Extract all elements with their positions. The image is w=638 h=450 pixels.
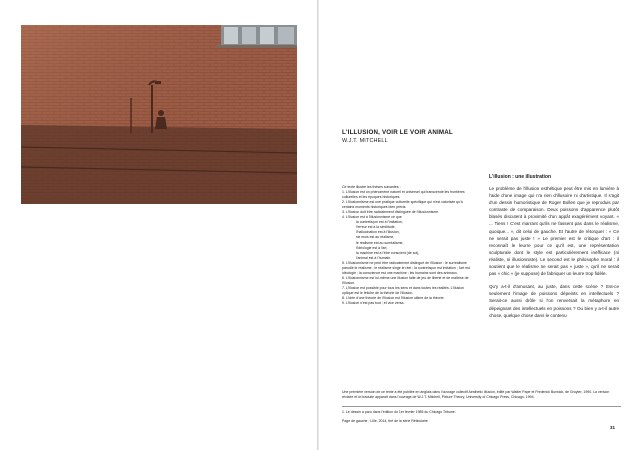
left-page xyxy=(0,0,318,450)
photo-caption: Page de gauche : Lille, 2014, tiré de la série Réticulaire xyxy=(342,419,428,423)
article-author: W.J.T. MITCHELL xyxy=(342,138,388,144)
thesis-item: 6. L'illusionnisme est lui-même une illusion faite de jeu de liberté et de maîtrise de l'illusion. xyxy=(342,275,469,285)
theses-list xyxy=(342,190,474,306)
thesis-item: 7. L'illusion est possible pour tous les sens et dans toutes les réalités. L'illusion optique est le fétiche de la théorie de l'illusion. xyxy=(342,285,464,295)
theses-intro: Ce texte illustre les thèses suivantes : xyxy=(342,185,401,189)
source-note-text: Une première version de ce texte a été publiée en anglais dans l'ouvrage collectif Aesthetic Illusion, édité par Walter Pape et Frederick Burwick, de Gruyter, 1990. La version révisée et ici traduite apparaît dans l'ouvrage de W.J.T. Mitchell, Picture Theory, University of Chicago Press, Chicago, 1994. xyxy=(342,390,610,399)
thesis-item: 9. L'illusion n'est pas tout ; et vice versa. xyxy=(342,301,405,306)
thesis-sub-item: la contrefaçon est à l'imitation, xyxy=(356,220,403,225)
body-column xyxy=(489,174,619,325)
thesis-item: 5. L'illusionnisme ne peut être radicalement distingué de l'illusion : le surréalisme parodie le réalisme ; le réalisme singe le réel ; la contrefaçon est imitation ; l'art est idéologie ; la conscience est une machine ; les humains sont des animaux. xyxy=(342,260,470,275)
thesis-sub-item: la machine est à l'être conscient (de soi), xyxy=(356,250,420,255)
right-page xyxy=(319,0,638,450)
footnote-divider xyxy=(342,406,621,407)
thesis-sub-item: l'animal est à l'humain. xyxy=(356,255,392,260)
thesis-item: 2. L'illusionnisme est une pratique culturelle spécifique qui n'est valorisée qu'à certains moments historiques bien précis. xyxy=(342,200,463,210)
footnote-1: 1. Le dessin a paru dans l'édition du 1er février 1985 du Chicago Tribune. xyxy=(342,410,456,414)
thesis-item xyxy=(342,215,474,260)
thesis-sub-item: l'idéologie est à l'art, xyxy=(356,245,388,250)
thesis-sub-item: le réalisme est au surréalisme, xyxy=(356,240,404,245)
source-note xyxy=(342,390,621,400)
article-title: L'ILLUSION, VOIR LE VOIR ANIMAL xyxy=(342,129,453,136)
thesis-sub-item: l'erreur est à la similitude, xyxy=(356,225,396,230)
thesis-sub-list xyxy=(342,220,474,260)
section-heading: L'illusion : une illustration xyxy=(489,174,552,180)
thesis-item-4-intro: 4. L'illusion est à l'illusionnisme ce que xyxy=(342,215,402,220)
thesis-item: 8. L'idée d'une théorie de l'illusion est l'illusion ultime de la théorie. xyxy=(342,296,445,301)
thesis-sub-item: l'hallucination est à l'illusion, xyxy=(356,230,400,235)
thesis-item: 3. L'illusion doit être radicalement distinguée de l'illusionnisme. xyxy=(342,210,440,215)
thesis-item: 1. L'illusion est un phénomène naturel et universel qui transcende les frontières culturelles et les époques historiques. xyxy=(342,190,465,200)
page-number: 31 xyxy=(610,425,616,430)
theses-column xyxy=(342,185,474,306)
body-paragraph: Le problème de l'illusion esthétique peut être mis en lumière à l'aide d'une image qui n'a rien d'illusoire ni d'artistique. Il s'agit d'un dessin humoristique de Roger Bollen que je reproduis par contraste de comparaison. Deux poissons d'apparence plutôt blasés discutent à proximité d'un appât exagérément voyant. « ... Tiens ! C'est marrant qu'ils ne fassent pas dans le réalisme, quoique... », dit celui de gauche. Et l'autre de rétorquer : « Ce ne serait pas juste ! » Le premier est le critique d'art : il reconnaît le leurre pour ce qu'il est, une représentation sculpturale dont le style est particulièrement inefficace (ni réaliste, ni illusionniste). Le second est le philosophe moral : il soutient que le réalisme ne serait pas « juste », qu'il ne serait pas « chic » (je suppose) de fabriquer un leurre trop fidèle. xyxy=(489,186,619,277)
body-paragraph: Qu'y a-t-il d'amusant, au juste, dans cette scène ? Est-ce seulement l'image de poissons dépeints en intellectuels ? Serait-ce aussi drôle si l'on renversait la métaphore en dépeignant des intellectuels en poissons ? Ou bien y a-t-il autre chose, quelque chose dans le contenu xyxy=(489,284,619,318)
thesis-sub-item: six mois est au réalisme, xyxy=(356,235,395,240)
brick-wall-photo xyxy=(21,25,297,204)
